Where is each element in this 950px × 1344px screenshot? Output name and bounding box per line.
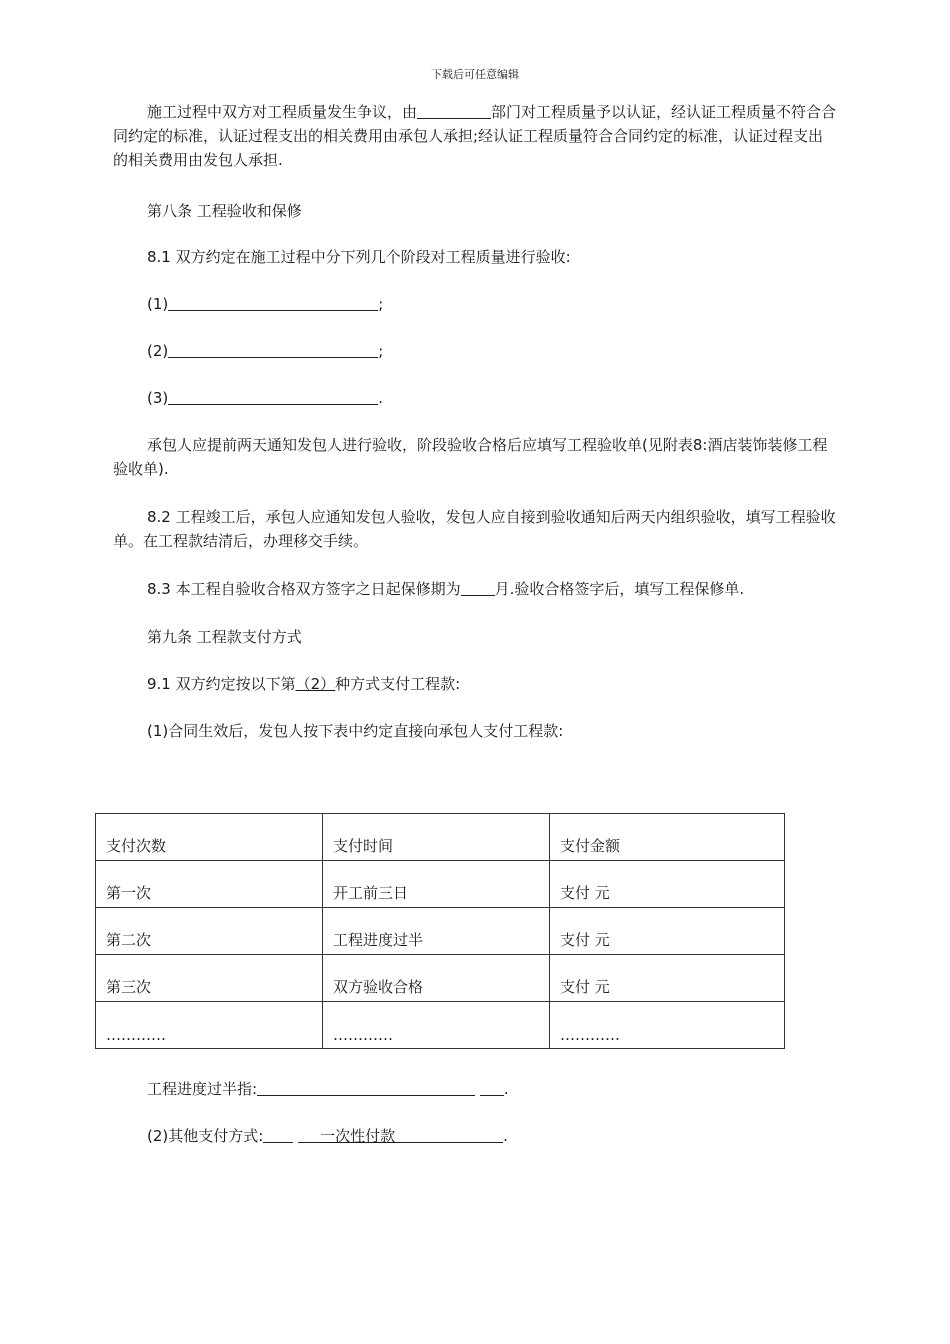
quality-dispute-text-b: 部门对工程质量予以认证，经认证工程质量不符合合同约定的标准，认证过程支出的相关费用由承包人承担;经认证工程质量符合合同约定的标准，认证过程支出的相关费用由发包人承担.: [113, 103, 837, 169]
acceptance-notice-paragraph: 承包人应提前两天通知发包人进行验收，阶段验收合格后应填写工程验收单(见附表8:酒店装饰装修工程验收单).: [113, 436, 828, 478]
payment-option-2-label: (2)其他支付方式:: [147, 1127, 264, 1145]
quality-dispute-paragraph: [113, 100, 838, 172]
stage-3-end: .: [378, 389, 384, 407]
table-cell: …………: [550, 1002, 785, 1049]
payment-schedule-table: [95, 813, 785, 1049]
stage-2-line: [113, 339, 838, 363]
stage-3-line: [113, 386, 838, 410]
other-payment-method-value[interactable]: 一次性付款: [320, 1127, 396, 1145]
payment-option-2: [113, 1124, 838, 1148]
table-cell: 第一次: [96, 861, 323, 908]
stage-2-label: (2): [147, 342, 169, 360]
section-9-1: [113, 672, 838, 696]
table-row: [96, 1002, 785, 1049]
table-header-cell: 支付时间: [323, 814, 550, 861]
section-8-3-text-b: 月.验收合格签字后，填写工程保修单.: [494, 580, 745, 598]
table-cell: 工程进度过半: [323, 908, 550, 955]
table-row: [96, 861, 785, 908]
section-9-1-text-a: 9.1 双方约定按以下第: [147, 675, 296, 693]
payment-option-1: (1)合同生效后，发包人按下表中约定直接向承包人支付工程款:: [147, 722, 564, 740]
table-cell: 第二次: [96, 908, 323, 955]
quality-dispute-text-a: 施工过程中双方对工程质量发生争议，由: [147, 103, 418, 121]
table-cell[interactable]: 支付 元: [550, 861, 785, 908]
other-method-blank-lead-2[interactable]: [298, 1127, 320, 1143]
table-row: [96, 955, 785, 1002]
payment-option-2-end: .: [503, 1127, 508, 1145]
table-cell[interactable]: 支付 元: [550, 955, 785, 1002]
payment-method-choice[interactable]: （2）: [295, 675, 336, 693]
table-cell: …………: [323, 1002, 550, 1049]
article-8-title: 第八条 工程验收和保修: [147, 202, 302, 220]
table-header-row: [96, 814, 785, 861]
article-9-title: 第九条 工程款支付方式: [147, 628, 302, 646]
stage-1-label: (1): [147, 295, 169, 313]
table-cell: 第三次: [96, 955, 323, 1002]
table-cell: 双方验收合格: [323, 955, 550, 1002]
table-cell: 开工前三日: [323, 861, 550, 908]
page-header: 下载后可任意编辑: [431, 68, 519, 81]
stage-2-blank[interactable]: [168, 342, 378, 358]
table-cell: …………: [96, 1002, 323, 1049]
progress-half-blank-2[interactable]: [480, 1080, 504, 1096]
progress-half-definition: [113, 1077, 838, 1101]
department-blank[interactable]: [417, 103, 491, 119]
section-8-2: 8.2 工程竣工后，承包人应通知发包人验收，发包人应自接到验收通知后两天内组织验收，填写工程验收单。在工程款结清后，办理移交手续。: [113, 508, 836, 550]
section-9-1-text-b: 种方式支付工程款:: [335, 675, 461, 693]
section-8-1: 8.1 双方约定在施工过程中分下列几个阶段对工程质量进行验收:: [147, 248, 571, 266]
stage-1-line: [113, 292, 838, 316]
progress-half-blank[interactable]: [257, 1080, 475, 1096]
stage-1-blank[interactable]: [168, 295, 378, 311]
table-cell[interactable]: 支付 元: [550, 908, 785, 955]
warranty-months-blank[interactable]: [461, 580, 495, 596]
stage-2-end: ;: [378, 342, 384, 360]
other-method-blank-lead[interactable]: [263, 1127, 293, 1143]
progress-half-end: .: [503, 1080, 509, 1098]
progress-half-label: 工程进度过半指:: [147, 1080, 258, 1098]
other-method-blank-trail[interactable]: [395, 1127, 503, 1143]
table-header-cell: 支付次数: [96, 814, 323, 861]
stage-1-end: ;: [378, 295, 384, 313]
table-header-cell: 支付金额: [550, 814, 785, 861]
stage-3-label: (3): [147, 389, 169, 407]
section-8-3: [113, 577, 838, 601]
stage-3-blank[interactable]: [168, 389, 378, 405]
table-row: [96, 908, 785, 955]
section-8-3-text-a: 8.3 本工程自验收合格双方签字之日起保修期为: [147, 580, 461, 598]
